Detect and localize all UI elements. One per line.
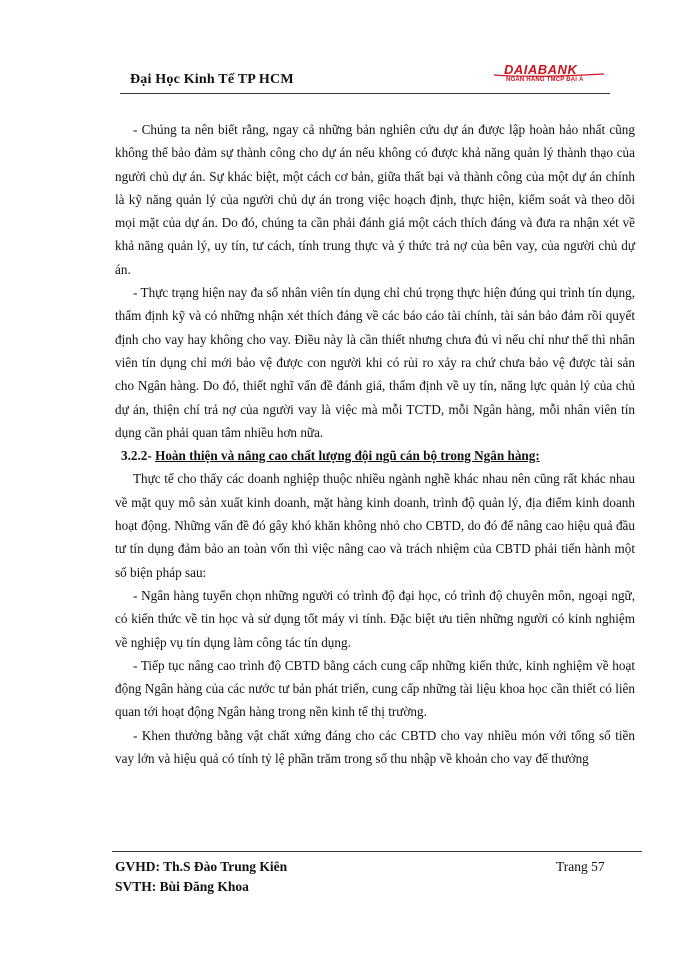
- paragraph: - Thực trạng hiện nay đa số nhân viên tín dụng chỉ chú trọng thực hiện đúng qui trình tín dụng, thẩm định kỹ và có những nhận xét thích đáng về các báo cáo tài chính, tài sản bảo đảm rồi quyết định cho vay hay không cho vay. Điều này là cần thiết nhưng chưa đủ vì nếu chỉ như thế thì nhân viên tín dụng chỉ mới bảo vệ được con người khi có rủi ro xảy ra chứ chưa bảo vệ được tài sản cho Ngân hàng. Do đó, thiết nghĩ vấn đề đánh giá, thẩm định về uy tín, năng lực quản lý của chủ dự án, thiện chí trả nợ của người vay là việc mà mỗi TCTD, mỗi Ngân hàng, mỗi nhân viên tín dụng cần phải quan tâm nhiều hơn nữa.: [115, 285, 635, 440]
- page-header: [120, 62, 610, 90]
- paragraph: - Khen thưởng bằng vật chất xứng đáng cho các CBTD cho vay nhiều món với tổng số tiền vay lớn và hiệu quả có tính tỷ lệ phần trăm trong số thu nhập về khoản cho vay để thưởng: [115, 727, 635, 767]
- paragraph: Thực tế cho thấy các doanh nghiệp thuộc nhiều ngành nghề khác nhau nên cũng rất khác nhau về mặt quy mô sản xuất kinh doanh, mặt hàng kinh doanh, trình độ quản lý, địa điểm kinh doanh hoạt động. Những vấn đề đó gây khó khăn không nhỏ cho CBTD, do đó để nâng cao hiệu quả đầu tư tín dụng đảm bảo an toàn vốn thì việc nâng cao và trách nhiệm của CBTD phải tiến hành một số biện pháp sau:: [115, 471, 635, 580]
- logo-subtitle: NGÂN HÀNG TMCP ĐẠI Á: [506, 77, 584, 83]
- footer-authors: [115, 857, 287, 897]
- document-body: [115, 118, 635, 770]
- section-title: Hoàn thiện và nâng cao chất lượng đội ngũ cán bộ trong Ngân hàng:: [155, 448, 540, 464]
- page-number: Trang 57: [556, 859, 605, 874]
- logo-brand: DAIABANK: [504, 62, 578, 77]
- paragraph: - Chúng ta nên biết rằng, ngay cả những bản nghiên cứu dự án được lập hoàn hảo nhất cũng không thể bảo đảm sự thành công cho dự án nếu không có được khả năng quản lý thành thạo của người chủ dự án. Sự khác biệt, một cách cơ bản, giữa thất bại và thành công của một dự án chính là kỹ năng quản lý của người chủ dự án trong việc hoạch định, thực hiện, kiểm soát và theo dõi mọi mặt của dự án. Do đó, chúng ta cần phải đánh giá một cách thích đáng và đưa ra nhận xét về khả năng quản lý, uy tín, tư cách, tính trung thực và ý thức trả nợ của bên vay, của người chủ dự án.: [115, 122, 635, 277]
- header-divider: [120, 93, 610, 94]
- section-heading: [115, 444, 635, 467]
- bank-logo: [492, 62, 610, 86]
- header-title: Đại Học Kinh Tế TP HCM: [130, 72, 294, 87]
- footer-student: SVTH: Bùi Đăng Khoa: [115, 879, 249, 894]
- paragraph: - Ngân hàng tuyển chọn những người có trình độ đại học, có trình độ chuyên môn, ngoại ngữ, có kiến thức về tin học và sử dụng tốt máy vi tính. Đặc biệt ưu tiên những người có kinh nghiệm về nghiệp vụ tín dụng làm công tác tín dụng.: [115, 587, 635, 650]
- section-number: 3.2.2-: [121, 448, 152, 464]
- footer-supervisor: GVHD: Th.S Đào Trung Kiên: [115, 859, 288, 874]
- paragraph: - Tiếp tục nâng cao trình độ CBTD bằng cách cung cấp những kiến thức, kinh nghiệm về hoạt động Ngân hàng của các nước tư bản phát triển, cung cấp những tài liệu khoa học cần thiết có liên quan tới hoạt động Ngân hàng trong nền kinh tế thị trường.: [115, 657, 635, 720]
- footer-divider: [112, 851, 642, 852]
